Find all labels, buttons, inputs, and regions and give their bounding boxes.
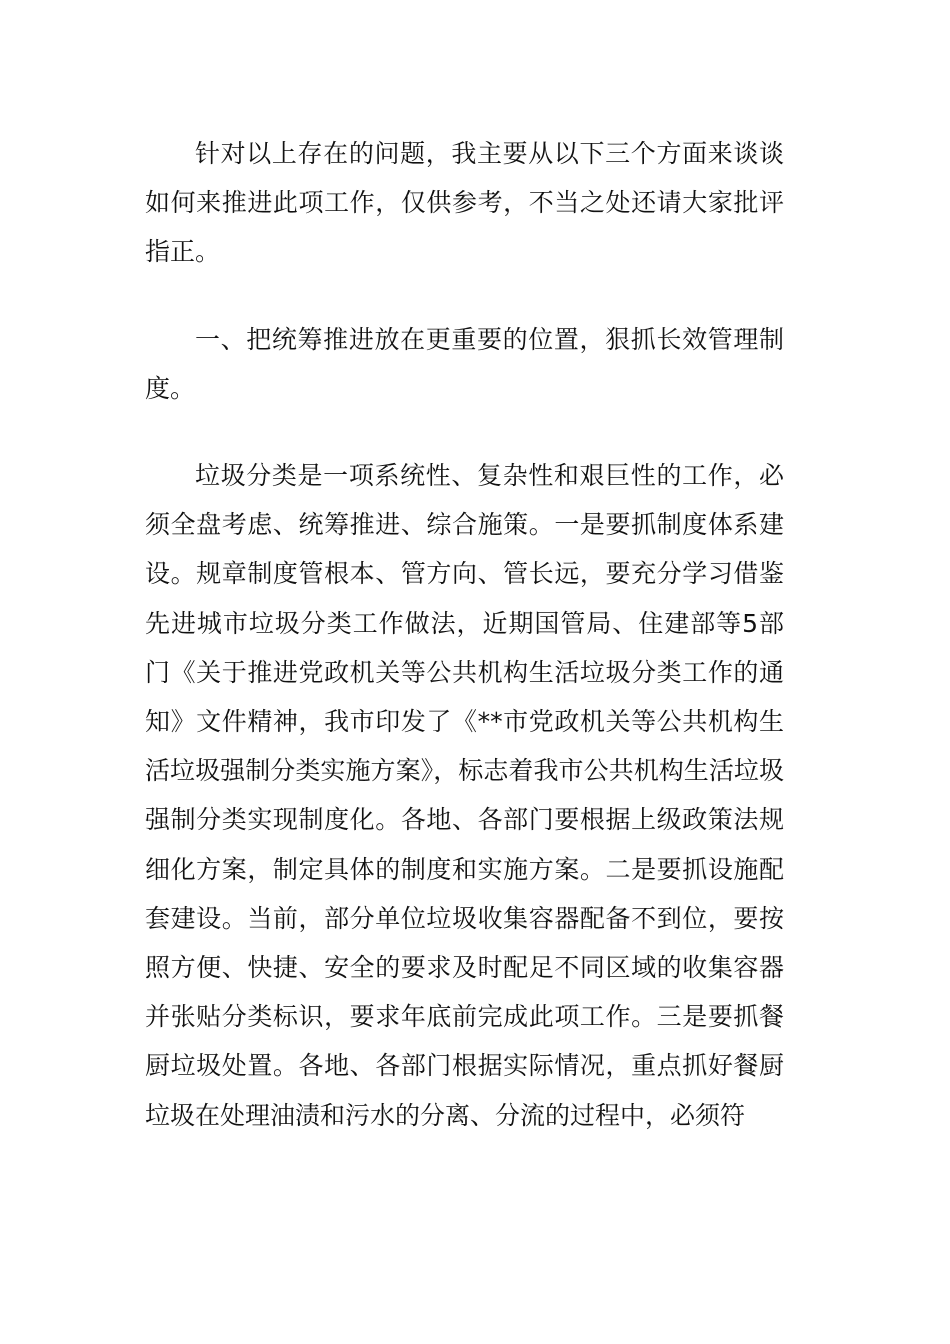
body-paragraph: 垃圾分类是一项系统性、复杂性和艰巨性的工作，必须全盘考虑、统筹推进、综合施策。一是要抓制度体系建设。规章制度管根本、管方向、管长远，要充分学习借鉴先进城市垃圾分类工作做法，近期国管局、住建部等5部门《关于推进党政机关等公共机构生活垃圾分类工作的通知》文件精神，我市印发了《**市党政机关等公共机构生活垃圾强制分类实施方案》，标志着我市公共机构生活垃圾强制分类实现制度化。各地、各部门要根据上级政策法规细化方案，制定具体的制度和实施方案。二是要抓设施配套建设。当前，部分单位垃圾收集容器配备不到位，要按照方便、快捷、安全的要求及时配足不同区域的收集容器并张贴分类标识，要求年底前完成此项工作。三是要抓餐厨垃圾处置。各地、各部门根据实际情况，重点抓好餐厨垃圾在处理油渍和污水的分离、分流的过程中，必须符	[145, 461, 784, 1130]
section-heading-1: 一、把统筹推进放在更重要的位置，狠抓长效管理制度。	[145, 324, 784, 403]
intro-paragraph: 针对以上存在的问题，我主要从以下三个方面来谈谈如何来推进此项工作，仅供参考，不当之处还请大家批评指正。	[145, 139, 784, 267]
